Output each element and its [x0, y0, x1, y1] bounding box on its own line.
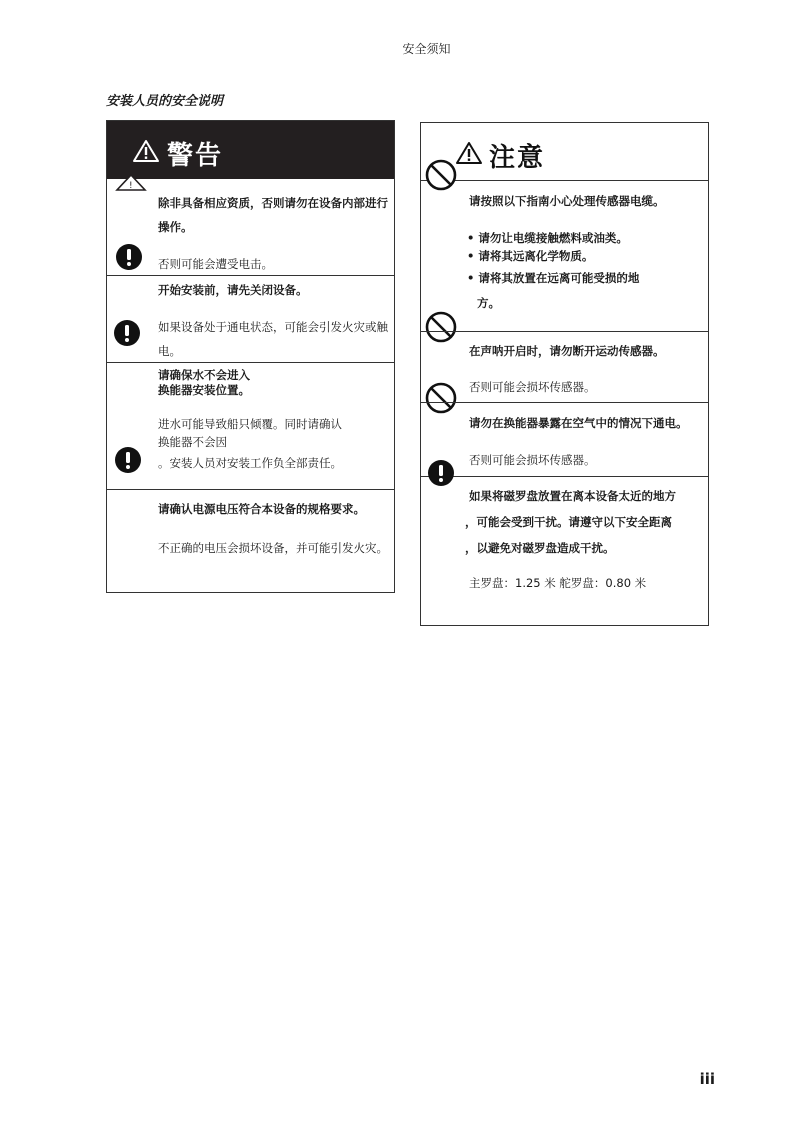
caution-item-1-bullet-2: • 请将其远离化学物质。 — [467, 249, 594, 263]
warning-header — [107, 121, 394, 179]
section-title: 安装人员的安全说明 — [106, 94, 224, 109]
warning-heading: 警告 — [167, 141, 224, 171]
mandatory-exclamation-icon — [113, 319, 141, 347]
caution-item-3-body: 否则可能会损坏传感器。 — [469, 453, 596, 467]
mandatory-exclamation-icon — [114, 446, 142, 474]
caution-item-1-bullet-4: 方。 — [477, 296, 500, 310]
mandatory-exclamation-icon — [427, 459, 455, 487]
warning-item-4-body: 不正确的电压会损坏设备，并可能引发火灾。 — [158, 541, 388, 555]
prohibition-icon — [425, 382, 457, 414]
warning-item-2-title: 开始安装前，请先关闭设备。 — [158, 283, 308, 297]
caution-item-4-title-line2: ，可能会受到干扰。请遵守以下安全距离 — [465, 515, 672, 529]
caution-heading: 注意 — [489, 143, 546, 173]
warning-panel — [106, 120, 395, 593]
caution-panel — [420, 122, 709, 626]
warning-item-3-body-line2: 换能器不会因 — [158, 435, 227, 449]
divider — [421, 402, 708, 403]
caution-item-3-title: 请勿在换能器暴露在空气中的情况下通电。 — [469, 416, 688, 430]
warning-item-4-title: 请确认电源电压符合本设备的规格要求。 — [158, 502, 365, 516]
warning-item-3-body-line3: 。安装人员对安装工作负全部责任。 — [158, 456, 342, 470]
divider — [107, 362, 394, 363]
divider — [421, 476, 708, 477]
page-number: iii — [699, 1070, 715, 1088]
caution-item-2-body: 否则可能会损坏传感器。 — [469, 380, 596, 394]
running-header: 安全须知 — [402, 42, 451, 56]
warning-item-3-body-line1: 进水可能导致船只倾覆。同时请确认 — [158, 417, 342, 431]
warning-item-2-body: 如果设备处于通电状态，可能会引发火灾或触电。 — [158, 320, 388, 358]
svg-text:!: ! — [129, 181, 133, 191]
caution-item-1-bullet-1: • 请勿让电缆接触燃料或油类。 — [467, 231, 628, 245]
caution-header — [421, 123, 708, 181]
warning-item-3-title-line2: 换能器安装位置。 — [158, 383, 250, 397]
prohibition-icon — [425, 159, 457, 191]
divider — [421, 331, 708, 332]
caution-triangle-icon — [455, 141, 483, 165]
caution-item-4-title-line1: 如果将磁罗盘放置在离本设备太近的地方 — [469, 489, 676, 503]
caution-item-1-title: 请按照以下指南小心处理传感器电缆。 — [469, 194, 665, 208]
caution-item-4-title-line3: ，以避免对磁罗盘造成干扰。 — [465, 541, 615, 555]
prohibition-icon — [425, 311, 457, 343]
caution-item-1-bullet-3: • 请将其放置在远离可能受损的地 — [467, 271, 640, 285]
warning-item-1-body: 否则可能会遭受电击。 — [158, 257, 273, 271]
caution-item-4-body: 主罗盘：1.25 米 舵罗盘：0.80 米 — [469, 576, 647, 590]
caution-item-2-title: 在声呐开启时，请勿断开运动传感器。 — [469, 344, 665, 358]
warning-item-3-title-line1: 请确保水不会进入 — [158, 368, 250, 382]
divider — [107, 275, 394, 276]
divider — [107, 489, 394, 490]
warning-triangle-icon — [132, 139, 160, 163]
mandatory-exclamation-icon — [115, 243, 143, 271]
warning-item-1-title: 除非具备相应资质，否则请勿在设备内部进行操作。 — [158, 196, 388, 234]
warning-triangle-small-icon — [113, 173, 149, 191]
